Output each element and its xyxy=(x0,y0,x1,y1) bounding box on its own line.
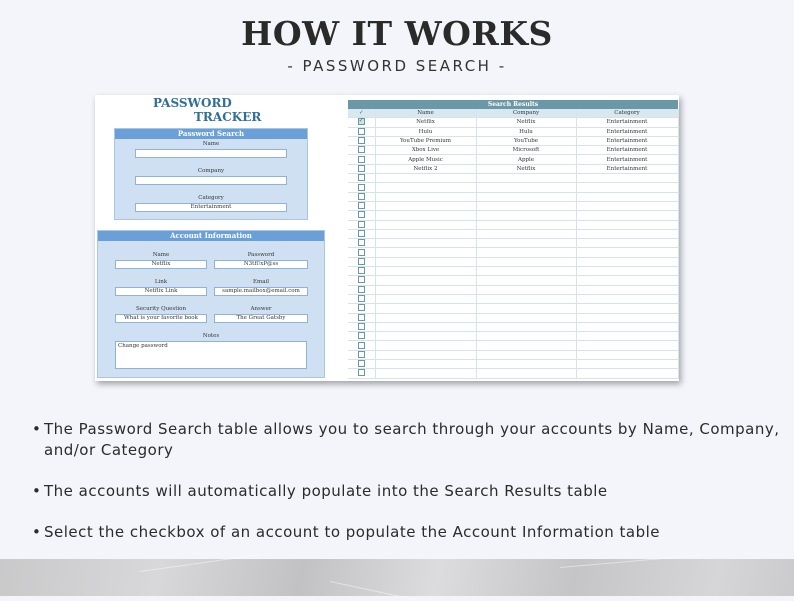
cell-category xyxy=(576,294,678,303)
row-checkbox[interactable] xyxy=(358,258,365,265)
row-checkbox-cell xyxy=(348,332,375,341)
cell-category xyxy=(576,248,678,257)
cell-company xyxy=(476,285,576,294)
cell-company: Microsoft xyxy=(476,146,576,155)
row-checkbox[interactable] xyxy=(358,156,365,163)
table-row xyxy=(348,118,678,127)
results-body xyxy=(348,118,678,378)
cell-category: Entertainment xyxy=(576,164,678,173)
table-row xyxy=(348,257,678,266)
row-checkbox[interactable] xyxy=(358,276,365,283)
instruction-item: • Select the checkbox of an account to populate the Account Information table xyxy=(32,522,782,543)
cell-company xyxy=(476,350,576,359)
table-row xyxy=(348,341,678,350)
cell-name xyxy=(375,192,476,201)
cell-company: Netflix xyxy=(476,118,576,127)
cell-category xyxy=(576,313,678,322)
logo-line-1: PASSWORD xyxy=(153,96,232,110)
cell-company xyxy=(476,211,576,220)
table-row xyxy=(348,239,678,248)
row-checkbox-cell xyxy=(348,322,375,331)
account-name-label: Name xyxy=(152,252,170,258)
table-row xyxy=(348,155,678,164)
column-company: Company xyxy=(476,109,576,118)
cell-category xyxy=(576,211,678,220)
cell-company xyxy=(476,257,576,266)
cell-category xyxy=(576,192,678,201)
cell-name: Xbox Live xyxy=(375,146,476,155)
cell-category xyxy=(576,267,678,276)
table-row xyxy=(348,322,678,331)
instruction-item: • The accounts will automatically populate into the Search Results table xyxy=(32,481,782,502)
search-name-label: Name xyxy=(202,141,220,147)
cell-company xyxy=(476,248,576,257)
table-row xyxy=(348,332,678,341)
account-password-label: Password xyxy=(247,252,275,258)
cell-company xyxy=(476,192,576,201)
cell-name xyxy=(375,350,476,359)
table-row xyxy=(348,136,678,145)
cell-category xyxy=(576,341,678,350)
check-icon: ✓ xyxy=(358,117,364,125)
row-checkbox-cell xyxy=(348,285,375,294)
table-row xyxy=(348,304,678,313)
row-checkbox[interactable] xyxy=(358,342,365,349)
cell-company: Apple xyxy=(476,155,576,164)
row-checkbox-cell xyxy=(348,304,375,313)
cell-company xyxy=(476,276,576,285)
row-checkbox[interactable] xyxy=(358,230,365,237)
account-answer-label: Answer xyxy=(250,306,272,312)
spreadsheet-preview xyxy=(95,95,679,381)
cell-company xyxy=(476,183,576,192)
cell-name: Netflix 2 xyxy=(375,164,476,173)
row-checkbox-cell xyxy=(348,136,375,145)
table-row xyxy=(348,294,678,303)
table-row xyxy=(348,220,678,229)
cell-company xyxy=(476,174,576,183)
page-subtitle: - PASSWORD SEARCH - xyxy=(287,57,507,75)
account-link-field[interactable]: Netflix Link xyxy=(115,287,207,296)
table-row xyxy=(348,276,678,285)
cell-name xyxy=(375,183,476,192)
row-checkbox[interactable] xyxy=(358,351,365,358)
row-checkbox-cell xyxy=(348,146,375,155)
account-password-field[interactable]: N3tfl!xP@ss xyxy=(214,260,308,269)
cell-category xyxy=(576,183,678,192)
instruction-item: • The Password Search table allows you to search through your accounts by Name, Company, and/or Category xyxy=(32,419,782,461)
row-checkbox[interactable] xyxy=(358,323,365,330)
row-checkbox[interactable] xyxy=(358,174,365,181)
row-checkbox-cell xyxy=(348,211,375,220)
row-checkbox-cell xyxy=(348,164,375,173)
row-checkbox-cell xyxy=(348,201,375,210)
cell-company xyxy=(476,369,576,378)
cell-name xyxy=(375,313,476,322)
table-row xyxy=(348,127,678,136)
row-checkbox[interactable] xyxy=(358,184,365,191)
table-row xyxy=(348,201,678,210)
table-row xyxy=(348,146,678,155)
cell-name xyxy=(375,220,476,229)
row-checkbox-cell xyxy=(348,350,375,359)
cell-name xyxy=(375,257,476,266)
row-checkbox-cell xyxy=(348,276,375,285)
column-category: Category xyxy=(576,109,678,118)
cell-category xyxy=(576,322,678,331)
cell-company xyxy=(476,313,576,322)
search-category-input[interactable]: Entertainment xyxy=(135,203,287,212)
row-checkbox[interactable] xyxy=(358,137,365,144)
search-results-table xyxy=(348,100,678,379)
cell-company xyxy=(476,341,576,350)
row-checkbox[interactable] xyxy=(358,221,365,228)
cell-name xyxy=(375,285,476,294)
table-row xyxy=(348,267,678,276)
cell-category xyxy=(576,369,678,378)
row-checkbox[interactable] xyxy=(358,128,365,135)
cell-name: Netflix xyxy=(375,118,476,127)
account-link-label: Link xyxy=(154,279,168,285)
cell-company: Netflix xyxy=(476,164,576,173)
cell-company: YouTube xyxy=(476,136,576,145)
cell-name xyxy=(375,304,476,313)
cell-company xyxy=(476,332,576,341)
marble-vein xyxy=(330,581,418,601)
row-checkbox[interactable] xyxy=(358,286,365,293)
cell-name xyxy=(375,248,476,257)
cell-category xyxy=(576,174,678,183)
table-row xyxy=(348,164,678,173)
cell-category xyxy=(576,220,678,229)
table-row xyxy=(348,369,678,378)
cell-name xyxy=(375,294,476,303)
row-checkbox[interactable] xyxy=(358,314,365,321)
cell-company xyxy=(476,304,576,313)
cell-category: Entertainment xyxy=(576,155,678,164)
row-checkbox[interactable] xyxy=(358,118,365,125)
cell-name: YouTube Premium xyxy=(375,136,476,145)
row-checkbox-cell xyxy=(348,369,375,378)
cell-category xyxy=(576,257,678,266)
cell-name xyxy=(375,174,476,183)
password-search-title: Password Search xyxy=(115,129,307,139)
row-checkbox-cell xyxy=(348,229,375,238)
cell-company xyxy=(476,294,576,303)
account-information-panel xyxy=(97,230,325,378)
cell-company: Hulu xyxy=(476,127,576,136)
cell-name xyxy=(375,341,476,350)
account-email-field[interactable]: sample.mailbox@email.com xyxy=(214,287,308,296)
cell-category xyxy=(576,350,678,359)
cell-category: Entertainment xyxy=(576,136,678,145)
row-checkbox[interactable] xyxy=(358,211,365,218)
cell-company xyxy=(476,220,576,229)
account-question-field[interactable]: What is your favorite book xyxy=(115,314,207,323)
table-row xyxy=(348,174,678,183)
row-checkbox-cell xyxy=(348,360,375,369)
table-row xyxy=(348,183,678,192)
row-checkbox-cell xyxy=(348,341,375,350)
row-checkbox[interactable] xyxy=(358,360,365,367)
cell-name xyxy=(375,239,476,248)
search-company-input[interactable] xyxy=(135,176,287,185)
cell-name xyxy=(375,332,476,341)
cell-name xyxy=(375,211,476,220)
cell-name xyxy=(375,276,476,285)
cell-name xyxy=(375,229,476,238)
password-search-panel xyxy=(114,128,308,220)
cell-company xyxy=(476,239,576,248)
row-checkbox-cell xyxy=(348,257,375,266)
cell-category xyxy=(576,276,678,285)
table-row xyxy=(348,229,678,238)
row-checkbox-cell xyxy=(348,118,375,127)
row-checkbox-cell xyxy=(348,192,375,201)
row-checkbox[interactable] xyxy=(358,295,365,302)
account-notes-field[interactable]: Change password xyxy=(115,341,307,369)
row-checkbox[interactable] xyxy=(358,193,365,200)
cell-category xyxy=(576,304,678,313)
cell-name xyxy=(375,267,476,276)
row-checkbox[interactable] xyxy=(358,332,365,339)
checkmark-icon: ✓ xyxy=(348,109,375,118)
search-results-title: Search Results xyxy=(348,100,678,109)
cell-category: Entertainment xyxy=(576,146,678,155)
cell-category xyxy=(576,229,678,238)
marble-footer xyxy=(0,559,794,596)
table-row xyxy=(348,285,678,294)
results-header-row xyxy=(348,109,678,118)
table-row xyxy=(348,192,678,201)
cell-name: Apple Music xyxy=(375,155,476,164)
row-checkbox[interactable] xyxy=(358,165,365,172)
cell-category xyxy=(576,239,678,248)
cell-name xyxy=(375,360,476,369)
row-checkbox[interactable] xyxy=(358,249,365,256)
row-checkbox[interactable] xyxy=(358,146,365,153)
table-row xyxy=(348,313,678,322)
cell-category: Entertainment xyxy=(576,118,678,127)
search-company-label: Company xyxy=(197,168,225,174)
cell-category xyxy=(576,285,678,294)
row-checkbox[interactable] xyxy=(358,202,365,209)
account-answer-field[interactable]: The Great Gatsby xyxy=(214,314,308,323)
account-information-title: Account Information xyxy=(98,231,324,241)
row-checkbox-cell xyxy=(348,313,375,322)
account-question-label: Security Question xyxy=(135,306,187,312)
row-checkbox-cell xyxy=(348,174,375,183)
table-row xyxy=(348,248,678,257)
cell-company xyxy=(476,322,576,331)
results-grid xyxy=(348,109,679,379)
row-checkbox-cell xyxy=(348,248,375,257)
row-checkbox[interactable] xyxy=(358,369,365,376)
column-name: Name xyxy=(375,109,476,118)
cell-name xyxy=(375,369,476,378)
row-checkbox[interactable] xyxy=(358,239,365,246)
row-checkbox-cell xyxy=(348,183,375,192)
table-row xyxy=(348,350,678,359)
table-row xyxy=(348,211,678,220)
cell-category xyxy=(576,360,678,369)
row-checkbox-cell xyxy=(348,239,375,248)
cell-name: Hulu xyxy=(375,127,476,136)
row-checkbox-cell xyxy=(348,220,375,229)
cell-company xyxy=(476,267,576,276)
cell-name xyxy=(375,201,476,210)
cell-name xyxy=(375,322,476,331)
row-checkbox[interactable] xyxy=(358,304,365,311)
page-title: HOW IT WORKS xyxy=(241,14,553,53)
row-checkbox-cell xyxy=(348,127,375,136)
account-notes-label: Notes xyxy=(202,333,220,339)
search-category-label: Category xyxy=(198,195,224,201)
row-checkbox-cell xyxy=(348,267,375,276)
cell-company xyxy=(476,360,576,369)
row-checkbox-cell xyxy=(348,155,375,164)
cell-company xyxy=(476,229,576,238)
logo-line-2: TRACKER xyxy=(194,110,262,124)
cell-category xyxy=(576,201,678,210)
instruction-list xyxy=(32,419,782,563)
search-name-input[interactable] xyxy=(135,149,287,158)
table-row xyxy=(348,360,678,369)
account-email-label: Email xyxy=(252,279,270,285)
account-name-field[interactable]: Netflix xyxy=(115,260,207,269)
cell-category: Entertainment xyxy=(576,127,678,136)
row-checkbox[interactable] xyxy=(358,267,365,274)
row-checkbox-cell xyxy=(348,294,375,303)
cell-company xyxy=(476,201,576,210)
cell-category xyxy=(576,332,678,341)
